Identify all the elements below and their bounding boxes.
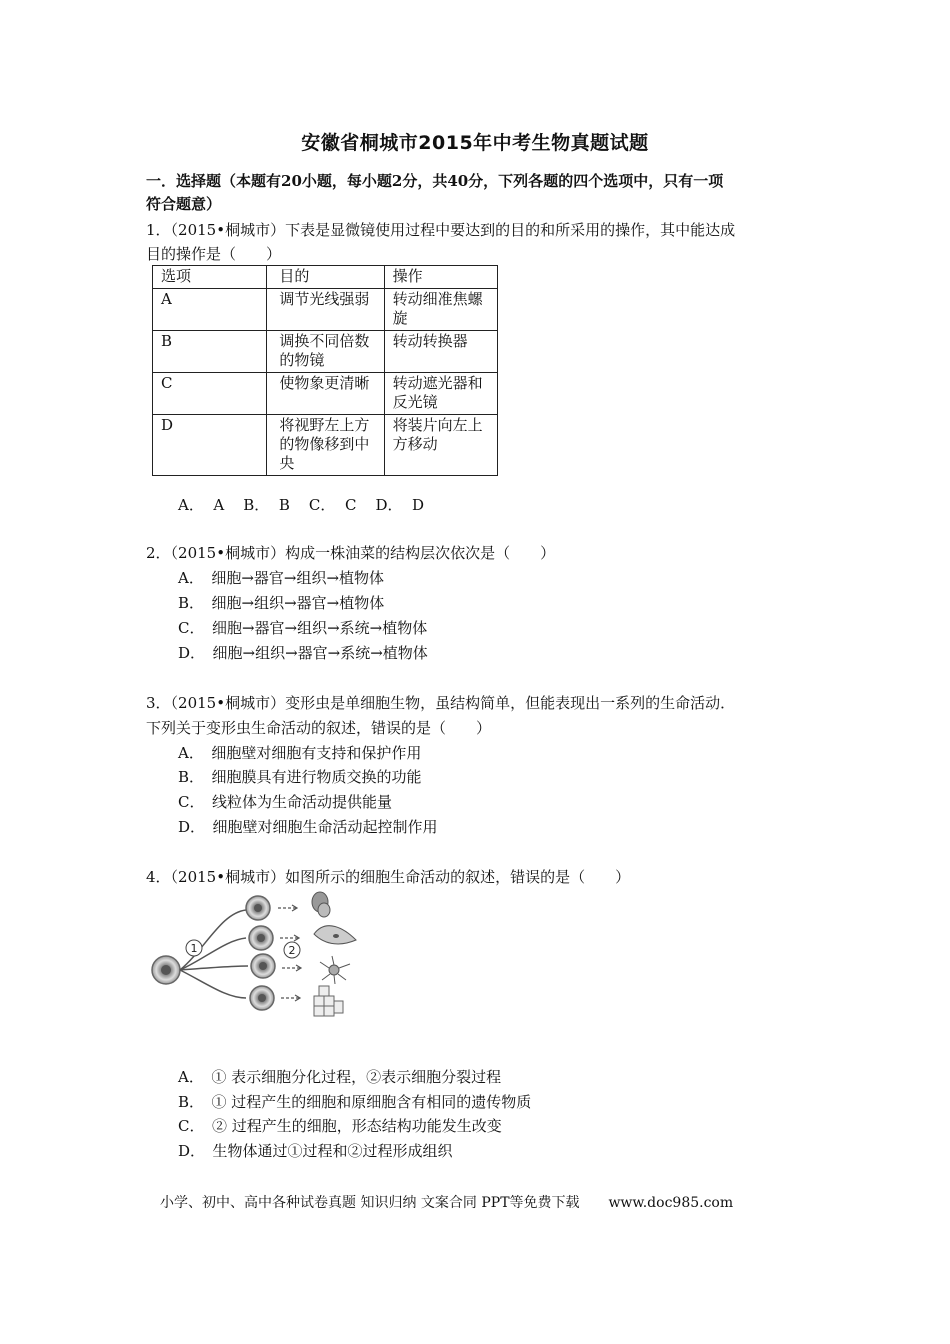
section-header-line2: 符合题意） — [146, 195, 222, 213]
table-cell: 转动转换器 — [384, 331, 497, 373]
table-header-cell: 操作 — [384, 266, 497, 289]
question-3-option-d: D． 细胞壁对细胞生命活动起控制作用 — [178, 818, 438, 836]
question-1-line2: 目的操作是（ ） — [146, 245, 282, 263]
question-3-option-c: C． 线粒体为生命活动提供能量 — [178, 793, 392, 811]
question-3-option-a: A． 细胞壁对细胞有支持和保护作用 — [178, 744, 422, 762]
table-header-row — [153, 266, 498, 289]
question-3-line2: 下列关于变形虫生命活动的叙述，错误的是（ ） — [146, 719, 492, 737]
table-row — [153, 373, 498, 415]
table-header-cell: 目的 — [267, 266, 384, 289]
question-4-line1: 4．（2015•桐城市）如图所示的细胞生命活动的叙述，错误的是（ ） — [146, 868, 631, 886]
table-header-cell: 选项 — [153, 266, 267, 289]
question-3-option-b: B． 细胞膜具有进行物质交换的功能 — [178, 768, 422, 786]
table-cell: C — [153, 373, 267, 415]
table-row — [153, 415, 498, 476]
footer-left-text: 小学、初中、高中各种试卷真题 知识归纳 文案合同 PPT等免费下载 — [160, 1195, 580, 1211]
question-4-option-b: B． ① 过程产生的细胞和原细胞含有相同的遗传物质 — [178, 1093, 532, 1111]
cell-division-differentiation-figure — [146, 888, 376, 1038]
table-cell: 将视野左上方的物像移到中央 — [267, 415, 384, 476]
question-2-option-c: C． 细胞→器官→组织→系统→植物体 — [178, 619, 428, 637]
table-row — [153, 331, 498, 373]
table-cell: 转动细准焦螺旋 — [384, 289, 497, 331]
table-cell: B — [153, 331, 267, 373]
table-cell: 将装片向左上方移动 — [384, 415, 497, 476]
table-cell: 调节光线强弱 — [267, 289, 384, 331]
question-2-option-d: D． 细胞→组织→器官→系统→植物体 — [178, 644, 428, 662]
svg-text:2: 2 — [288, 944, 296, 957]
question-3-line1: 3．（2015•桐城市）变形虫是单细胞生物，虽结构简单，但能表现出一系列的生命活动． — [146, 694, 736, 712]
table-cell: 转动遮光器和反光镜 — [384, 373, 497, 415]
table-row — [153, 289, 498, 331]
table-cell: D — [153, 415, 267, 476]
question-1-options: A． A B． B C． C D． D — [178, 496, 425, 514]
question-4-option-a: A． ① 表示细胞分化过程，②表示细胞分裂过程 — [178, 1068, 502, 1086]
microscope-table — [152, 265, 498, 476]
question-4-option-d: D． 生物体通过①过程和②过程形成组织 — [178, 1142, 453, 1160]
table-cell: 使物象更清晰 — [267, 373, 384, 415]
table-cell: 调换不同倍数的物镜 — [267, 331, 384, 373]
footer-text — [160, 1192, 733, 1212]
question-2-option-a: A． 细胞→器官→组织→植物体 — [178, 569, 385, 587]
section-header-line1: 一．选择题（本题有20小题，每小题2分，共40分，下列各题的四个选项中，只有一项 — [146, 172, 724, 190]
footer-url[interactable]: www.doc985.com — [608, 1195, 734, 1211]
question-2-option-b: B． 细胞→组织→器官→植物体 — [178, 594, 385, 612]
question-2-line1: 2．（2015•桐城市）构成一株油菜的结构层次依次是（ ） — [146, 544, 556, 562]
svg-text:1: 1 — [190, 942, 198, 955]
question-1-line1: 1．（2015•桐城市）下表是显微镜使用过程中要达到的目的和所采用的操作，其中能达成 — [146, 221, 736, 239]
question-4-option-c: C． ② 过程产生的细胞，形态结构功能发生改变 — [178, 1117, 502, 1135]
page-title: 安徽省桐城市2015年中考生物真题试题 — [301, 132, 649, 154]
table-cell: A — [153, 289, 267, 331]
